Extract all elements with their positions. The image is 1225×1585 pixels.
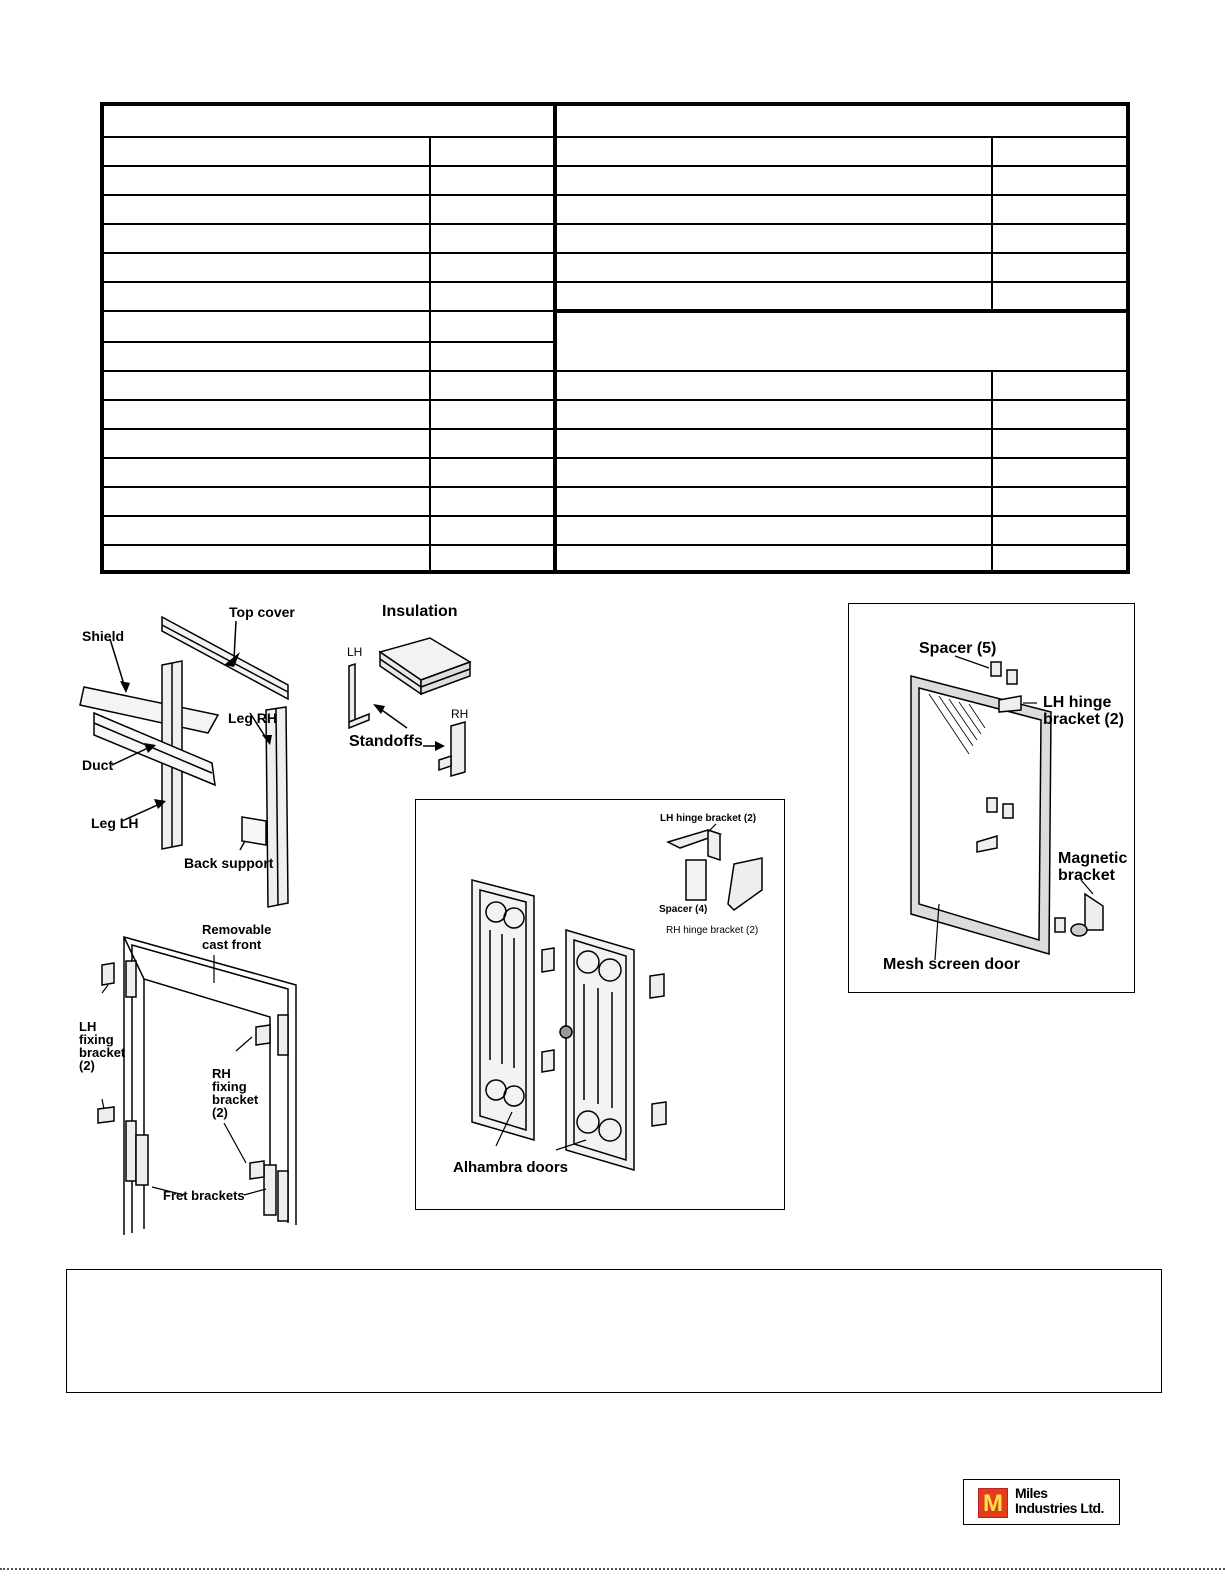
label-removable-cast-front: [202, 922, 271, 952]
bottom-dotted-line: [0, 1568, 1225, 1570]
logo-text: [1015, 1486, 1104, 1516]
label-lh-fixing-line2: fixing: [79, 1032, 114, 1047]
label-lh-hinge-bracket: [1043, 694, 1124, 728]
table-row-line: [104, 370, 553, 372]
company-logo: [963, 1479, 1120, 1525]
label-lh-standoff: LH: [347, 645, 363, 659]
label-standoffs: Standoffs: [349, 733, 423, 750]
alhambra-doors-drawing: [416, 800, 786, 1211]
table-row-line: [104, 428, 553, 430]
label-lh-hinge-line1: LH hinge: [1043, 694, 1112, 711]
label-lh-hinge-line2: bracket (2): [1043, 711, 1124, 728]
table-row-line: [557, 457, 1126, 459]
label-spacer-4: Spacer (4): [659, 904, 708, 915]
table-row-line: [557, 281, 1126, 283]
insulation-drawing: [335, 600, 485, 780]
table-row-line: [104, 281, 553, 283]
label-shield: Shield: [82, 628, 125, 644]
label-spacer-5: Spacer (5): [919, 640, 997, 657]
table-column-line: [991, 136, 993, 311]
label-magnetic-bracket: [1058, 850, 1127, 884]
note-box: [66, 1269, 1162, 1393]
table-row-line: [104, 310, 553, 312]
label-rh-fixing-line1: RH: [212, 1066, 231, 1081]
label-insulation: Insulation: [382, 603, 458, 620]
label-removable-line2: cast front: [202, 937, 262, 952]
label-rh-fixing-line3: bracket: [212, 1092, 259, 1107]
table-row-line: [104, 399, 553, 401]
label-mesh-screen-door: Mesh screen door: [883, 956, 1020, 973]
label-top-cover: Top cover: [229, 604, 295, 620]
label-back-support: Back support: [184, 855, 274, 871]
table-row-line: [557, 165, 1126, 167]
label-duct: Duct: [82, 757, 114, 773]
label-lh-fixing-bracket: [79, 1020, 125, 1072]
label-lh-fixing-line3: bracket: [79, 1045, 126, 1060]
table-row-line: [557, 486, 1126, 488]
table-row-line: [557, 428, 1126, 430]
label-fret-brackets: Fret brackets: [163, 1188, 245, 1203]
label-lh-fixing-line1: LH: [79, 1019, 97, 1034]
table-column-line: [429, 136, 431, 570]
mesh-screen-door-drawing: [849, 604, 1136, 994]
label-alhambra-doors: Alhambra doors: [453, 1159, 569, 1176]
table-row-line: [104, 194, 553, 196]
label-rh-hinge-bracket-small: RH hinge bracket (2): [666, 925, 759, 936]
label-magnetic-line1: Magnetic: [1058, 850, 1128, 867]
table-row-line: [557, 136, 1126, 138]
label-lh-fixing-line4: (2): [79, 1058, 95, 1073]
label-rh-standoff: RH: [451, 707, 469, 721]
table-row-line: [104, 136, 553, 138]
label-rh-fixing-bracket: [212, 1067, 258, 1119]
label-removable-line1: Removable: [202, 922, 272, 937]
table-row-line: [557, 370, 1126, 372]
label-rh-fixing-line2: fixing: [212, 1079, 247, 1094]
table-row-line: [104, 341, 553, 343]
table-section-line: [557, 309, 1126, 313]
logo-line1: Miles: [1015, 1485, 1048, 1501]
table-row-line: [104, 165, 553, 167]
label-magnetic-line2: bracket: [1058, 867, 1115, 884]
table-row-line: [557, 252, 1126, 254]
table-row-line: [104, 223, 553, 225]
label-lh-hinge-bracket-small: LH hinge bracket (2): [660, 813, 757, 824]
table-row-line: [104, 457, 553, 459]
alhambra-doors-figure: [415, 799, 785, 1210]
logo-line2: Industries Ltd.: [1015, 1500, 1104, 1516]
table-row-line: [104, 544, 553, 546]
table-row-line: [557, 223, 1126, 225]
label-leg-rh: Leg RH: [228, 710, 277, 726]
table-row-line: [557, 399, 1126, 401]
table-row-line: [104, 486, 553, 488]
label-rh-fixing-line4: (2): [212, 1105, 228, 1120]
logo-letter: M: [983, 1490, 1003, 1517]
table-center-divider: [553, 106, 557, 570]
table-column-line: [991, 370, 993, 570]
label-leg-lh: Leg LH: [91, 815, 139, 831]
table-row-line: [104, 252, 553, 254]
table-row-line: [557, 544, 1126, 546]
table-row-line: [104, 515, 553, 517]
table-row-line: [557, 194, 1126, 196]
parts-table: [100, 102, 1130, 574]
mesh-screen-door-figure: [848, 603, 1135, 993]
table-row-line: [557, 515, 1126, 517]
logo-mark-icon: [978, 1488, 1008, 1518]
